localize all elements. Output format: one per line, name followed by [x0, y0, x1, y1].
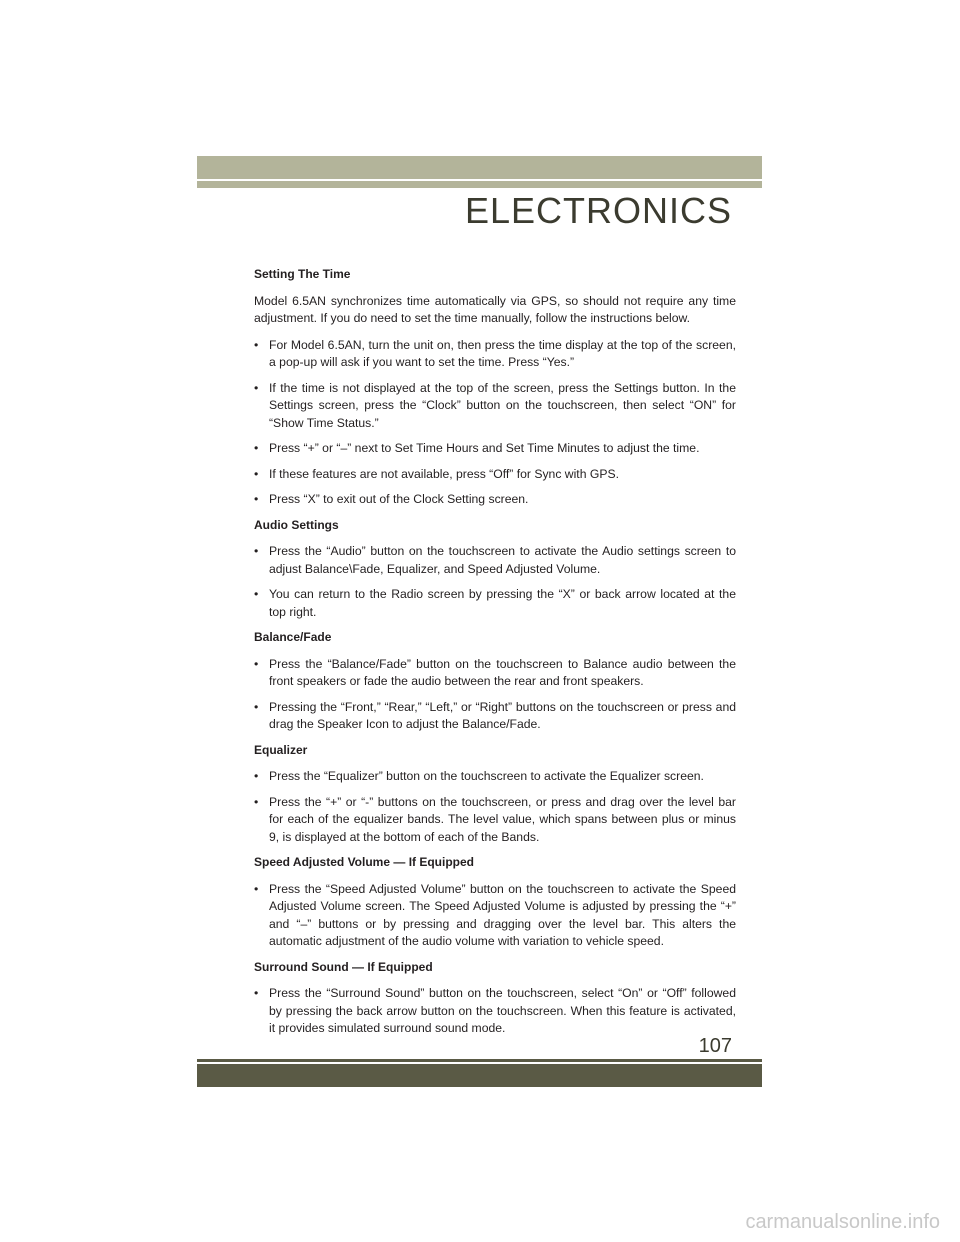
list-item: • If the time is not displayed at the top of the screen, press the Settings button. In the Settings screen, press the “Clock” button on the touchscreen, then select “ON” for “Show Time Status.” [254, 380, 736, 433]
list-item: • For Model 6.5AN, turn the unit on, then press the time display at the top of the screen, a pop-up will ask if you want to set the time. Press “Yes.” [254, 337, 736, 372]
page-number: 107 [698, 1035, 732, 1057]
heading-surround-sound: Surround Sound — If Equipped [254, 959, 433, 974]
footer-bar [197, 1064, 762, 1087]
list-item: • Press the “Equalizer” button on the touchscreen to activate the Equalizer screen. [254, 768, 736, 786]
page-content [254, 266, 736, 1046]
list-item: • Press the “Speed Adjusted Volume” button on the touchscreen to activate the Speed Adjusted Volume screen. The Speed Adjusted Volume is adjusted by pressing the “+” and “–” buttons or by pressing and dragging over the level bar. This alters the automatic adjustment of the audio volume with variation to vehicle speed. [254, 881, 736, 951]
heading-setting-time: Setting The Time [254, 267, 351, 281]
list-audio-settings [254, 543, 736, 621]
list-item: • Press the “Surround Sound” button on the touchscreen, select “On” or “Off” followed by pressing the back arrow button on the touchscreen. When this feature is activated, it provides simulated surround sound mode. [254, 985, 736, 1038]
header-rule [197, 181, 762, 188]
list-speed-adjusted-volume [254, 881, 736, 951]
list-setting-time [254, 337, 736, 509]
heading-speed-adjusted-volume: Speed Adjusted Volume — If Equipped [254, 855, 475, 869]
list-surround-sound [254, 985, 736, 1038]
list-item: • Press the “Balance/Fade” button on the touchscreen to Balance audio between the front speakers or fade the audio between the rear and front speakers. [254, 656, 736, 691]
list-equalizer [254, 768, 736, 846]
watermark: carmanualsonline.info [745, 1211, 940, 1233]
list-item: • Pressing the “Front,” “Rear,” “Left,” or “Right” buttons on the touchscreen or press and drag the Speaker Icon to adjust the Balance/Fade. [254, 699, 736, 734]
list-item: • If these features are not available, press “Off” for Sync with GPS. [254, 466, 736, 484]
list-item: • Press the “Audio” button on the touchscreen to activate the Audio settings screen to adjust Balance\Fade, Equalizer, and Speed Adjusted Volume. [254, 543, 736, 578]
paragraph-time-intro: Model 6.5AN synchronizes time automatically via GPS, so should not require any time adjustment. If you do need to set the time manually, follow the instructions below. [254, 293, 736, 325]
list-item: • Press “+” or “–” next to Set Time Hours and Set Time Minutes to adjust the time. [254, 440, 736, 458]
list-item: • You can return to the Radio screen by pressing the “X” or back arrow located at the top right. [254, 586, 736, 621]
footer-rule [197, 1059, 762, 1062]
header-bar [197, 156, 762, 179]
heading-equalizer: Equalizer [254, 742, 308, 757]
heading-audio-settings: Audio Settings [254, 517, 339, 532]
section-title: ELECTRONICS [464, 190, 732, 231]
list-item: • Press the “+” or “-” buttons on the touchscreen, or press and drag over the level bar for each of the equalizer bands. The level value, which spans between plus or minus 9, is displayed at the bottom of each of the Bands. [254, 794, 736, 847]
list-item: • Press “X” to exit out of the Clock Setting screen. [254, 491, 736, 509]
heading-balance-fade: Balance/Fade [254, 630, 332, 644]
list-balance-fade [254, 656, 736, 734]
